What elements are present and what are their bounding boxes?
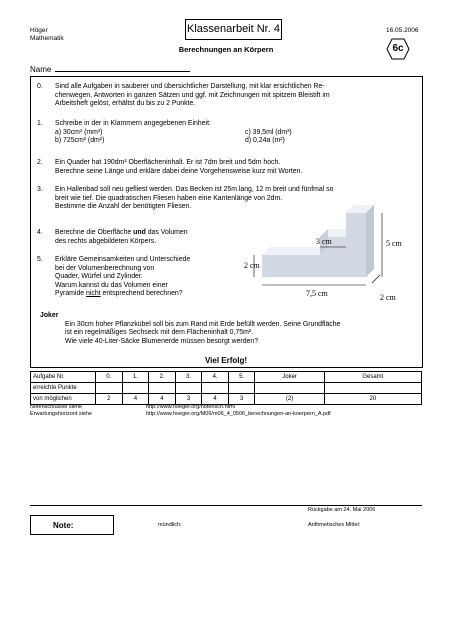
task-text-line: Ein Hallenbad soll neu gefliest werden. Das Becken ist 25m lang, 12 m breit und fünfmal so [55,186,334,193]
table-cell: Joker [255,372,324,383]
points-table [30,371,422,405]
footer-links [30,404,331,418]
name-label: Name [30,65,52,74]
mean-label: Arithmetisches Mittel: [308,522,361,528]
notenschluessel-label: Notenschlüssel siehe [30,404,82,410]
task-text-bold: und [133,229,146,236]
task-text-underlined: nicht [86,290,101,298]
table-cell: 2. [149,372,176,383]
task-number: 5. [37,256,43,263]
task-4 [37,229,255,246]
task-text-line: Schreibe in der in Klammern angegebenen Einheit: [55,120,211,127]
task-text-line: ist ein regelmäßiges Sechseck mit dem Flächeninhalt 0,75m². [65,329,254,337]
table-cell: 2 [96,394,123,405]
notenschluessel-link[interactable]: http://www.hoeger.org/notensch.html [146,404,235,410]
table-cell: 3 [228,394,255,405]
table-cell: 4 [122,394,149,405]
subject: Mathematik [30,35,64,42]
erwartung-label: Erwartungshorizont siehe [30,411,93,417]
dimension-label-left: 2 cm [244,261,260,270]
table-cell: erreichte Punkte [31,383,96,394]
table-cell [228,383,255,394]
l-shape-figure [244,205,410,310]
task-1b: b) 725cm² (dm²) [55,137,105,145]
grade-box [30,515,114,535]
erwartung-link[interactable]: http://www.hoeger.org/M06/m06_4_0506_berechnungen-an-koerpern_A.pdf [146,411,331,417]
task-1 [37,120,415,146]
page-title: Klassenarbeit Nr. 4 [185,19,282,40]
table-cell [175,383,202,394]
task-text: entsprechend berechnen? [100,290,183,298]
table-row [31,394,422,405]
table-row [31,372,422,383]
table-cell [149,383,176,394]
task-number: 2. [37,159,43,166]
task-text-line: Erkläre Gemeinsamkeiten und Unterschiede [55,256,191,263]
table-cell: 0. [96,372,123,383]
task-2 [37,159,415,176]
joker-title: Joker [40,312,59,319]
task-number: 4. [37,229,43,236]
table-cell: 4. [202,372,229,383]
task-text-line: bei der Volumenberechnung von [55,264,155,272]
task-text-line: Berechne seine Länge und erkläre dabei deine Vorgehensweise kurz mit Worten. [55,167,303,175]
task-text-line: Quader, Würfel und Zylinder. [55,273,143,281]
table-cell: 3 [175,394,202,405]
author: Höger [30,27,48,34]
task-text-line: Arbeitsheft gelöst, erhältst du bis zu 2 Punkte. [55,100,196,108]
name-row [30,63,190,74]
table-cell: 20 [324,394,421,405]
task-number: 3. [37,186,43,193]
table-cell [96,383,123,394]
header-left [30,27,64,43]
joker-task [40,312,415,346]
task-text-line: Sind alle Aufgaben in sauberer und übersichtlicher Darstellung, mit klar ersichtlichen Re- [55,83,325,90]
table-cell [255,383,324,394]
table-cell: (2) [255,394,324,405]
table-cell: von möglichen [31,394,96,405]
table-cell: 4 [202,394,229,405]
table-cell: Gesamt [324,372,421,383]
task-text-line: Warum kannst du das Volumen einer [55,281,168,289]
subtitle: Berechnungen an Körpern [178,45,274,54]
dimension-label-right: 5 cm [386,239,402,248]
task-1d: d) 0,24a (m²) [245,137,285,145]
task-text: Berechne die Oberfläche [55,229,134,236]
table-cell: 5. [228,372,255,383]
task-text-line: Ein Quader hat 190dm² Oberflächeninhalt. Er ist 7dm breit und 5dm hoch. [55,159,281,166]
table-cell: 3. [175,372,202,383]
note-label: Note: [53,521,74,530]
task-number: 1. [37,120,43,127]
closing-message: Viel Erfolg! [204,356,248,365]
task-text-line: Bestimme die Anzahl der benötigten Fliesen. [55,203,192,211]
task-text-line: Wie viele 40-Liter-Säcke Blumenerde müssen besorgt werden? [65,337,259,345]
task-text: das Volumen [145,229,188,236]
table-cell: 4 [149,394,176,405]
table-row [31,383,422,394]
task-number: 0. [37,83,43,90]
task-text-line: breit wie tief. Die quadratischen Fliesen haben eine Kantenlänge von 2dm. [55,194,283,202]
task-0 [37,83,415,109]
table-cell [122,383,149,394]
oral-label: mündlich: [158,522,182,528]
task-1a: a) 30cm³ (mm³) [55,128,103,136]
task-text-line: Ein 30cm hoher Pflanzkübel soll bis zum Rand mit Erde befüllt werden. Seine Grundfläche [65,320,341,328]
task-text-line: des rechts abgebildeten Körpers. [55,237,157,245]
table-cell [202,383,229,394]
name-field-line[interactable] [55,63,190,72]
class-badge-label: 6c [392,43,404,54]
task-text-line: chenwegen, Antworten in ganzen Sätzen und ggf. mit Zeichnungen mit spitzem Bleistift im [55,91,330,99]
dimension-label-top: 3 cm [316,237,332,246]
task-text: Pyramide [55,290,87,298]
table-cell: Aufgabe Nr. [31,372,96,383]
date: 16.05.2006 [386,27,419,34]
table-cell [324,383,421,394]
return-date: Rückgabe am 24. Mai 2006 [308,507,376,513]
dimension-label-depth: 2 cm [380,293,396,302]
dimension-label-bottom: 7,5 cm [306,289,328,298]
task-1c: c) 39,5ml (dm³) [245,128,292,136]
task-5 [37,256,255,299]
table-cell: 1. [122,372,149,383]
footer-divider [30,505,422,506]
